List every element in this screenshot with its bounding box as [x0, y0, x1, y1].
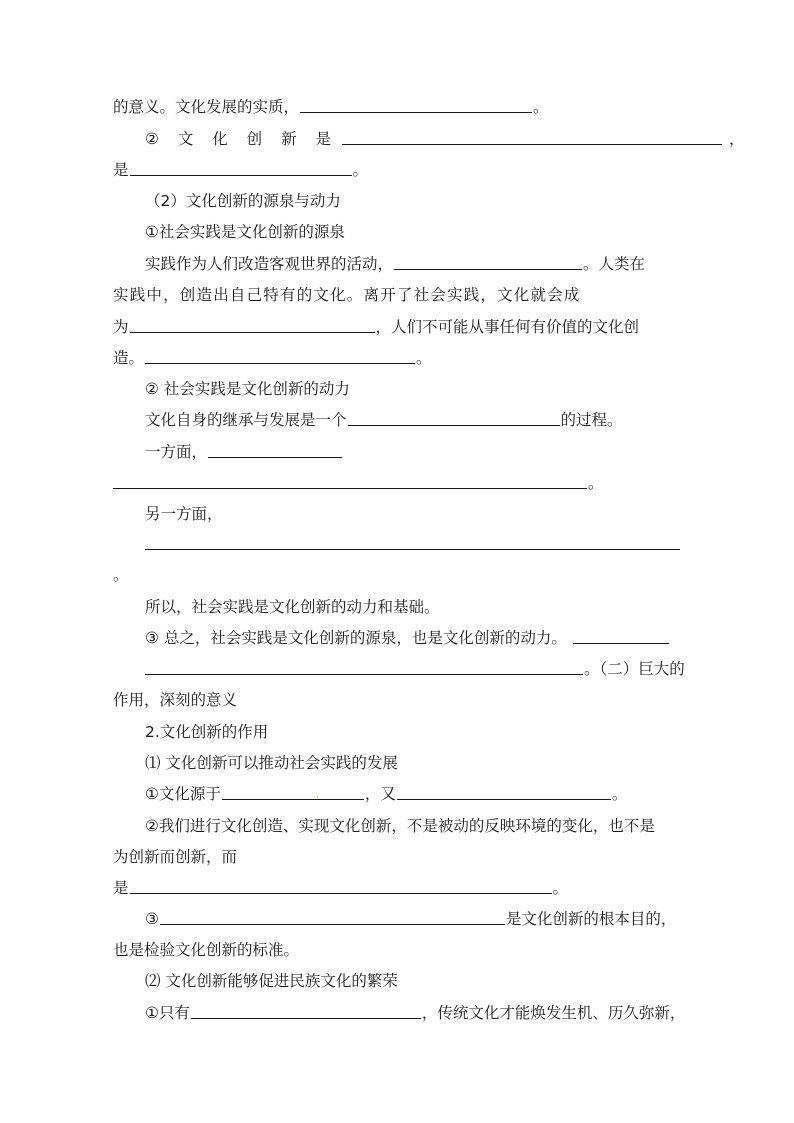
fill-blank[interactable]: [348, 409, 560, 426]
fill-blank[interactable]: [130, 877, 552, 894]
section-heading: 2.文化创新的作用: [145, 723, 269, 741]
text-line: [145, 533, 681, 555]
text-line: ③ 总之，社会实践是文化创新的源泉，也是文化创新的动力。: [145, 627, 670, 649]
fill-blank[interactable]: [208, 441, 342, 458]
text-line: ①只有 ，传统文化才能焕发生机、历久弥新，: [145, 1004, 686, 1022]
text-line: 另一方面，: [145, 505, 223, 523]
fill-blank[interactable]: [191, 1002, 421, 1019]
blank-mark: .: [315, 790, 320, 801]
fill-blank[interactable]: [160, 908, 505, 925]
text-line: 。: [113, 472, 604, 494]
text-line: 造。 。: [113, 349, 432, 367]
text-line: ①文化源于 . ，又 。: [145, 783, 627, 805]
text-line: 为创新而创新，而: [113, 848, 238, 866]
fill-blank[interactable]: [145, 658, 583, 675]
text-line: 作用，深刻的意义: [113, 691, 238, 709]
fill-blank[interactable]: [145, 347, 415, 364]
text-line: 所以，社会实践是文化创新的动力和基础。: [145, 598, 440, 616]
text-line: 文化自身的继承与发展是一个 的过程。: [145, 411, 623, 429]
fill-blank[interactable]: [573, 627, 669, 644]
fill-blank[interactable]: [397, 783, 611, 800]
text-line: ②我们进行文化创造、实现文化创新，不是被动的反映环境的变化，也不是: [145, 817, 655, 835]
subsection-heading: ⑵ 文化创新能够促进民族文化的繁荣: [145, 972, 398, 990]
fill-blank[interactable]: [300, 96, 532, 113]
fill-blank[interactable]: [130, 316, 375, 333]
fill-blank[interactable]: [394, 253, 582, 270]
text-line: 是 。: [113, 879, 569, 897]
subsection-heading: ② 社会实践是文化创新的动力: [145, 380, 350, 398]
text-line: 实践作为人们改造客观世界的活动， 。人类在: [145, 255, 646, 273]
section-heading: （2）文化创新的源泉与动力: [145, 192, 341, 210]
subsection-heading: ⑴ 文化创新可以推动社会实践的发展: [145, 754, 398, 772]
text-line: 实践中，创造出自己特有的文化。离开了社会实践，文化就会成: [113, 286, 581, 304]
fill-blank[interactable]: [342, 128, 722, 145]
text-line: 是 。: [113, 161, 369, 179]
fill-blank[interactable]: [145, 533, 680, 550]
fill-blank[interactable]: [130, 159, 352, 176]
text-line: 。（二）巨大的: [145, 658, 685, 680]
text-line: 为 ，人们不可能从事任何有价值的文化创: [113, 318, 640, 336]
text-line: 一方面，: [145, 441, 343, 463]
fill-blank[interactable]: [113, 472, 587, 489]
text-line: 的意义。文化发展的实质， 。: [113, 98, 549, 116]
text-line: 也是检验文化创新的标准。: [113, 941, 300, 959]
subsection-heading: ①社会实践是文化创新的源泉: [145, 223, 345, 241]
text-line: ③ 是文化创新的根本目的，: [145, 910, 677, 928]
text-line: ② 文 化 创 新 是 ，: [145, 130, 745, 148]
text-line: 。: [113, 566, 129, 584]
fill-blank[interactable]: [222, 783, 364, 800]
